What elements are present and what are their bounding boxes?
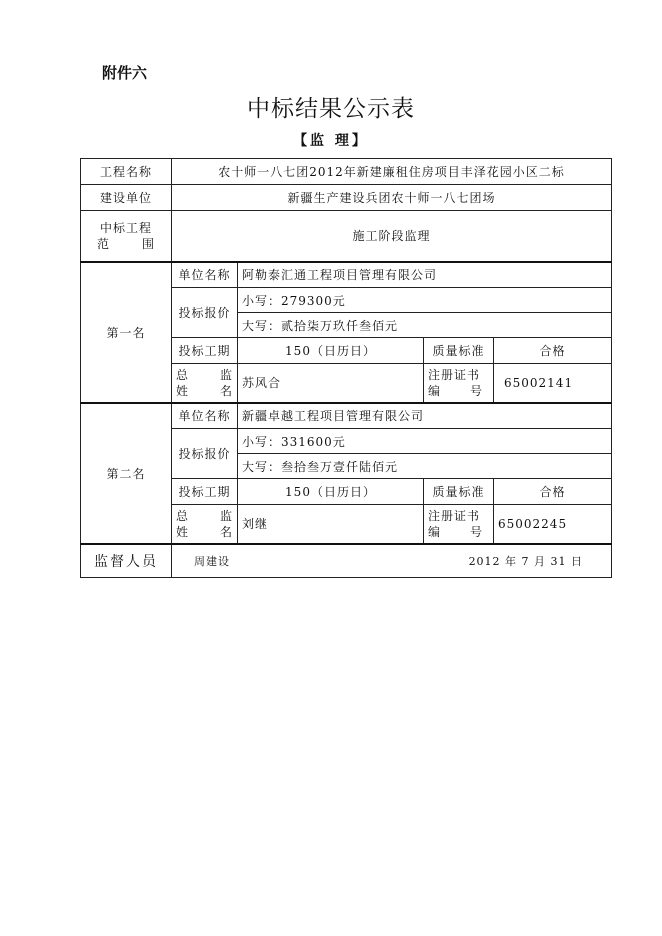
second-chief-value: 刘继	[238, 505, 424, 544]
first-cert-label	[424, 364, 494, 403]
page-title: 中标结果公示表	[247, 96, 415, 122]
second-quality-value: 合格	[494, 479, 612, 505]
second-period-value: 150（日历日）	[238, 479, 424, 505]
second-rank: 第二名	[81, 403, 172, 544]
first-period-label: 投标工期	[172, 338, 238, 364]
first-cert-label-char2: 号	[469, 383, 483, 398]
first-unit-value: 阿勒泰汇通工程项目管理有限公司	[238, 262, 612, 288]
first-unit-row	[81, 262, 612, 288]
first-chief-label-char3: 姓	[176, 383, 190, 398]
first-chief-label-char4: 名	[219, 383, 233, 398]
second-chief-label-char4: 名	[219, 524, 233, 539]
second-chief-label-line2	[176, 524, 233, 540]
second-chief-label-line1	[176, 508, 233, 524]
second-cert-label-char2: 号	[469, 524, 483, 539]
second-cert-label	[424, 505, 494, 544]
project-name-label: 工程名称	[81, 159, 172, 185]
scope-label-line1: 中标工程	[99, 220, 152, 235]
second-price-big: 大写：叁拾叁万壹仟陆佰元	[238, 454, 612, 479]
second-cert-label-char1: 编	[428, 524, 442, 539]
first-quality-label: 质量标准	[424, 338, 494, 364]
second-chief-label	[172, 505, 238, 544]
first-cert-label-line2	[428, 383, 489, 399]
supervisor-label: 监督人员	[81, 544, 172, 578]
first-price-small: 小写：279300元	[238, 288, 612, 313]
scope-value: 施工阶段监理	[172, 211, 612, 262]
scope-label	[81, 211, 172, 262]
second-unit-label: 单位名称	[172, 403, 238, 429]
first-cert-label-char1: 编	[428, 383, 442, 398]
scope-label-line2	[85, 236, 167, 252]
construction-unit-label: 建设单位	[81, 185, 172, 211]
first-chief-label-line2	[176, 383, 233, 399]
second-cert-value: 65002245	[494, 505, 612, 544]
second-chief-label-char3: 姓	[176, 524, 190, 539]
construction-unit-row	[81, 185, 612, 211]
first-chief-label-char2: 监	[219, 367, 233, 382]
first-period-value: 150（日历日）	[238, 338, 424, 364]
second-cert-label-line1: 注册证书	[428, 508, 481, 523]
first-price-big: 大写：贰拾柒万玖仟叁佰元	[238, 313, 612, 338]
scope-label-char2: 围	[141, 236, 155, 251]
bid-result-table	[80, 158, 612, 578]
page-subtitle: 【监 理】	[293, 133, 369, 149]
first-chief-label	[172, 364, 238, 403]
second-chief-label-char1: 总	[176, 508, 190, 523]
second-chief-label-char2: 监	[219, 508, 233, 523]
first-chief-label-line1	[176, 367, 233, 383]
scope-label-char1: 范	[97, 236, 111, 251]
supervisor-row	[81, 544, 612, 578]
second-unit-value: 新疆卓越工程项目管理有限公司	[238, 403, 612, 429]
first-quality-value: 合格	[494, 338, 612, 364]
supervisor-cell	[172, 544, 612, 578]
first-chief-value: 苏风合	[238, 364, 424, 403]
first-cert-label-line1: 注册证书	[428, 367, 481, 382]
supervisor-content	[176, 553, 607, 569]
second-period-label: 投标工期	[172, 479, 238, 505]
first-unit-label: 单位名称	[172, 262, 238, 288]
project-name-value: 农十师一八七团2012年新建廉租住房项目丰泽花园小区二标	[172, 159, 612, 185]
signing-date: 2012 年 7 月 31 日	[468, 554, 584, 568]
construction-unit-value: 新疆生产建设兵团农十师一八七团场	[172, 185, 612, 211]
scope-row	[81, 211, 612, 262]
second-price-small: 小写：331600元	[238, 429, 612, 454]
first-chief-label-char1: 总	[176, 367, 190, 382]
attachment-label: 附件六	[102, 64, 148, 82]
first-cert-value: 65002141	[494, 364, 612, 403]
first-rank: 第一名	[81, 262, 172, 403]
supervisor-name: 周建设	[194, 554, 230, 568]
second-unit-row	[81, 403, 612, 429]
second-quality-label: 质量标准	[424, 479, 494, 505]
first-price-label: 投标报价	[172, 288, 238, 338]
second-price-label: 投标报价	[172, 429, 238, 479]
second-cert-label-line2	[428, 524, 489, 540]
project-name-row	[81, 159, 612, 185]
